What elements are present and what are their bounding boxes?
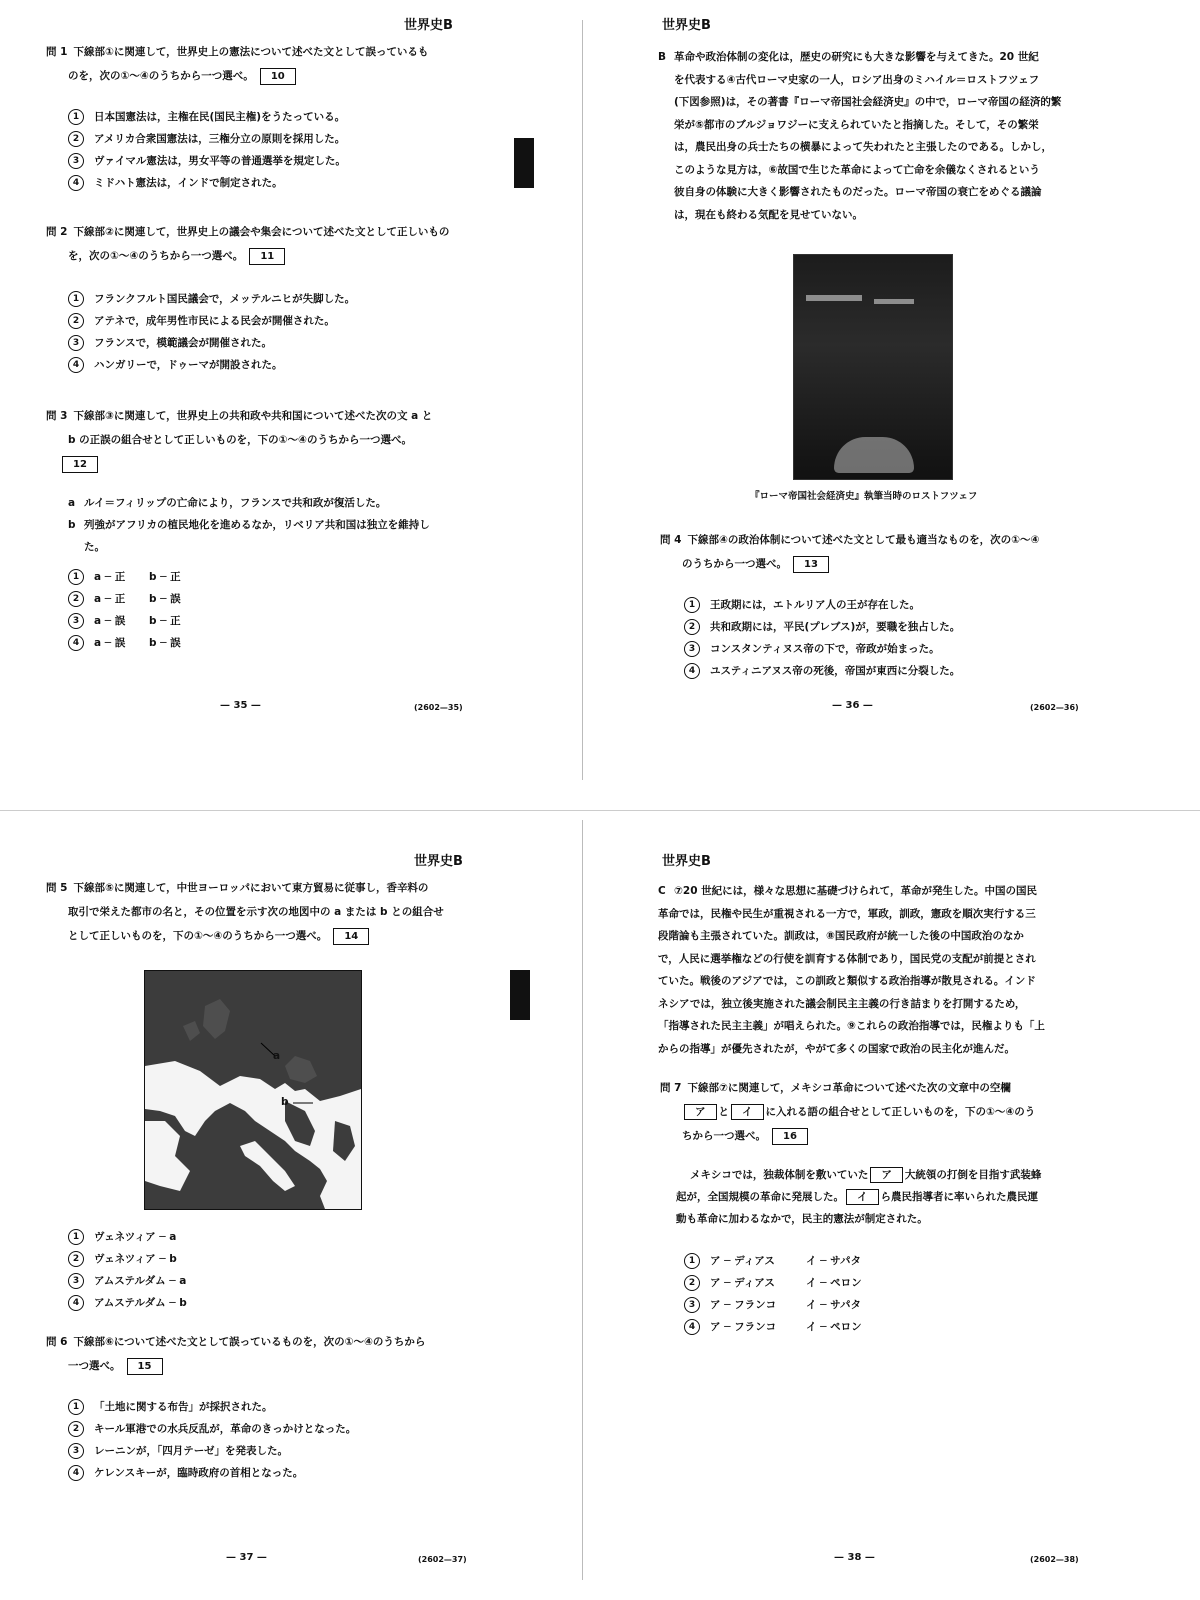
section-label: B [658, 51, 667, 63]
choice-text: フランクフルト国民議会で，メッテルニヒが失脚した。 [94, 293, 356, 305]
passage-text: ⑦20 世紀には，様々な思想に基礎づけられて，革命が発生した。中国の国民 [674, 885, 1037, 897]
choice-number: 4 [68, 1465, 84, 1481]
choice-text: ヴァイマル憲法は，男女平等の普通選挙を規定した。 [94, 155, 346, 167]
passage-line: ていた。戦後のアジアでは，この訓政と類似する政治指導が散見される。インド [658, 975, 1036, 987]
statement-text: 列強がアフリカの植民地化を進めるなか，リベリア共和国は独立を維持し [84, 519, 430, 531]
answer-box: 16 [772, 1128, 808, 1145]
choice-item [68, 172, 346, 194]
choice-text: コンスタンティヌス帝の下で，帝政が始まった。 [710, 643, 940, 655]
choice-item [68, 1248, 187, 1270]
question-text: 下線部⑥について述べた文として誤っているものを，次の①〜④のうちから [73, 1336, 426, 1348]
question-label: 問 6 [46, 1336, 68, 1348]
choice-a: ア ─ フランコ [710, 1299, 777, 1311]
photo-caption: 『ローマ帝国社会経済史』執筆当時のロストフツェフ [750, 491, 978, 502]
q7-text: ら農民指導者に率いられた農民運 [880, 1191, 1038, 1203]
choice-number: 2 [684, 1275, 700, 1291]
choice-item [684, 1316, 862, 1338]
choice-number: 1 [68, 569, 84, 585]
choice-number: 1 [68, 291, 84, 307]
question-label: 問 5 [46, 882, 68, 894]
choice-a: a ─ 誤 [94, 637, 126, 649]
question-label: 問 4 [660, 534, 682, 546]
choice-item [68, 354, 355, 376]
passage-line: このような見方は，⑥故国で生じた革命によって亡命を余儀なくされるという [674, 163, 1040, 176]
statement-a [68, 492, 498, 514]
question-text: のを，次の①〜④のうちから一つ選べ。 [68, 70, 254, 82]
q7-text: 大統領の打倒を目指す武装蜂 [904, 1169, 1042, 1181]
choice-a: ア ─ ディアス [710, 1277, 775, 1289]
choice-text: 王政期には，エトルリア人の王が存在した。 [710, 599, 920, 611]
page-code: (2602—35) [414, 703, 463, 712]
choice-number: 1 [684, 597, 700, 613]
answer-box: 15 [127, 1358, 163, 1375]
choice-item [684, 1294, 862, 1316]
q7-passage-line: 動も革命に加わるなかで，民主的憲法が制定された。 [676, 1213, 928, 1225]
choice-number: 3 [684, 641, 700, 657]
question-1 [46, 40, 516, 88]
blank-box-a: ア [870, 1167, 903, 1183]
question-label: 問 2 [46, 226, 68, 238]
passage-line: からの指導」が優先されたが，やがて多くの国家で政治の民主化が進んだ。 [658, 1042, 1015, 1055]
choice-number: 3 [68, 335, 84, 351]
choice-list-2 [68, 288, 355, 376]
page-header: 世界史B [414, 854, 463, 869]
blank-box-i: イ [846, 1189, 879, 1205]
choice-a: ア ─ ディアス [710, 1255, 775, 1267]
choice-text: アテネで，成年男性市民による民会が開催された。 [94, 315, 335, 327]
choice-item [68, 106, 346, 128]
choice-item [68, 1226, 187, 1248]
choice-list-4 [684, 594, 960, 682]
choice-list-1 [68, 106, 346, 194]
page-number: — 38 — [834, 1552, 875, 1563]
choice-number: 3 [68, 153, 84, 169]
question-text: に入れる語の組合せとして正しいものを，下の①〜④のう [765, 1106, 1036, 1118]
choice-text: ミドハト憲法は，インドで制定された。 [94, 177, 283, 189]
choice-number: 2 [68, 1251, 84, 1267]
choice-number: 1 [684, 1253, 700, 1269]
passage-line [658, 880, 1103, 903]
choice-a: ア ─ フランコ [710, 1321, 777, 1333]
choice-number: 2 [68, 131, 84, 147]
choice-text: ヴェネツィア ─ b [94, 1253, 177, 1265]
choice-number: 2 [684, 619, 700, 635]
answer-box: 14 [333, 928, 369, 945]
answer-box: 12 [62, 456, 98, 473]
question-2 [46, 220, 516, 268]
question-label: 問 7 [660, 1082, 682, 1094]
page-35 [0, 0, 600, 800]
q7-passage-line [690, 1164, 1130, 1186]
choice-number: 3 [68, 613, 84, 629]
question-text: ちから一つ選べ。 [682, 1130, 766, 1142]
choice-i: イ ─ サパタ [806, 1299, 862, 1311]
passage-b [658, 46, 1103, 226]
choice-item [68, 1396, 356, 1418]
choice-item [68, 332, 355, 354]
page-code: (2602—36) [1030, 703, 1079, 712]
choice-text: アムステルダム ─ a [94, 1275, 187, 1287]
choice-b: b ─ 正 [149, 615, 181, 627]
question-text: 下線部⑦に関連して，メキシコ革命について述べた次の文章中の空欄 [687, 1082, 1011, 1094]
map-label-b: b [281, 1096, 289, 1108]
passage-line: (下図参照)は，その著書『ローマ帝国社会経済史』の中で，ローマ帝国の経済的繁 [674, 96, 1062, 108]
page-36 [600, 0, 1200, 800]
statement-list [68, 492, 498, 558]
choice-list-3 [68, 566, 181, 654]
passage-line: 「指導された民主主義」が唱えられた。⑨これらの政治指導では，民権よりも「上 [658, 1020, 1045, 1032]
question-text: 下線部③に関連して，世界史上の共和政や共和国について述べた次の文 a と [73, 410, 433, 422]
q7-text: 起が，全国規模の革命に発展した。 [676, 1191, 844, 1203]
choice-i: イ ─ ペロン [806, 1277, 862, 1289]
choice-text: ユスティニアヌス帝の死後，帝国が東西に分裂した。 [710, 665, 961, 677]
question-text: b の正誤の組合せとして正しいものを，下の①〜④のうちから一つ選べ。 [68, 434, 412, 446]
choice-item [68, 610, 181, 632]
choice-text: ハンガリーで，ドゥーマが開設された。 [94, 359, 283, 371]
choice-a: a ─ 正 [94, 593, 126, 605]
question-text: を，次の①〜④のうちから一つ選べ。 [68, 250, 244, 262]
statement-text: ルイ＝フィリップの亡命により，フランスで共和政が復活した。 [84, 497, 387, 509]
question-text: 下線部④の政治体制について述べた文として最も適当なものを，次の①〜④ [687, 534, 1040, 546]
question-label: 問 1 [46, 46, 68, 58]
question-4 [660, 528, 1140, 576]
choice-b: b ─ 誤 [149, 593, 181, 605]
choice-item [68, 1270, 187, 1292]
choice-text: レーニンが，「四月テーゼ」を発表した。 [94, 1445, 289, 1457]
choice-number: 3 [68, 1273, 84, 1289]
choice-a: a ─ 正 [94, 571, 126, 583]
choice-item [684, 616, 960, 638]
map-label-a: a [273, 1050, 281, 1062]
page-number: — 35 — [220, 700, 261, 711]
choice-item [684, 638, 960, 660]
map-graphic [145, 971, 361, 1209]
choice-number: 1 [68, 1229, 84, 1245]
answer-box: 10 [260, 68, 296, 85]
choice-a: a ─ 誤 [94, 615, 126, 627]
choice-item [68, 288, 355, 310]
question-7 [660, 1076, 1140, 1148]
page-code: (2602—37) [418, 1555, 467, 1564]
choice-item [684, 1250, 862, 1272]
choice-text: 日本国憲法は，主権在民(国民主権)をうたっている。 [94, 111, 346, 123]
question-text: 一つ選べ。 [68, 1360, 121, 1372]
choice-item [68, 566, 181, 588]
choice-number: 4 [68, 635, 84, 651]
europe-map [144, 970, 362, 1210]
choice-text: キール軍港での水兵反乱が，革命のきっかけとなった。 [94, 1423, 357, 1435]
thumb-index-bar [514, 138, 534, 188]
page-header: 世界史B [662, 854, 711, 869]
thumb-index-bar [510, 970, 530, 1020]
choice-list-7 [684, 1250, 862, 1338]
choice-text: アメリカ合衆国憲法は，三権分立の原則を採用した。 [94, 133, 346, 145]
book-spine-highlight [806, 295, 862, 301]
passage-c [658, 880, 1103, 1060]
choice-item [68, 1462, 356, 1484]
hands-highlight [834, 437, 914, 473]
page-header: 世界史B [404, 18, 453, 33]
choice-text: 「土地に関する布告」が採択された。 [94, 1401, 273, 1413]
choice-number: 3 [68, 1443, 84, 1459]
answer-box: 11 [249, 248, 285, 265]
choice-number: 4 [684, 1319, 700, 1335]
choice-item [68, 1418, 356, 1440]
choice-i: イ ─ サパタ [806, 1255, 862, 1267]
choice-item [68, 1292, 187, 1314]
choice-number: 4 [68, 175, 84, 191]
q7-text: メキシコでは，独裁体制を敷いていた [690, 1169, 869, 1181]
choice-item [68, 128, 346, 150]
passage-line: を代表する④古代ローマ史家の一人，ロシア出身のミハイル＝ロストフツェフ [674, 73, 1040, 86]
choice-number: 2 [68, 591, 84, 607]
page-code: (2602—38) [1030, 1555, 1079, 1564]
choice-number: 1 [68, 109, 84, 125]
choice-b: b ─ 正 [149, 571, 181, 583]
question-text: 下線部①に関連して，世界史上の憲法について述べた文として誤っているも [73, 46, 429, 58]
blank-box-i: イ [731, 1104, 764, 1120]
page-38 [600, 800, 1200, 1600]
choice-number: 3 [684, 1297, 700, 1313]
blank-box-a: ア [684, 1104, 717, 1120]
question-text: 下線部②に関連して，世界史上の議会や集会について述べた文として正しいもの [73, 226, 450, 238]
choice-text: フランスで，模範議会が開催された。 [94, 337, 272, 349]
choice-number: 1 [68, 1399, 84, 1415]
q7-passage [676, 1164, 1130, 1230]
choice-list-5 [68, 1226, 187, 1314]
choice-number: 2 [68, 1421, 84, 1437]
choice-text: ヴェネツィア ─ a [94, 1231, 177, 1243]
question-5 [46, 876, 516, 948]
passage-text: 革命や政治体制の変化は，歴史の研究にも大きな影響を与えてきた。20 世紀 [674, 51, 1039, 63]
question-3 [46, 404, 516, 476]
passage-line: は，農民出身の兵士たちの横暴によって失われたと主張したのである。しかし， [674, 141, 1052, 153]
passage-line: ネシアでは，独立後実施された議会制民主主義の行き詰まりを打開するため， [658, 997, 1026, 1010]
q7-passage-line [676, 1186, 1130, 1208]
choice-number: 2 [68, 313, 84, 329]
passage-line: 彼自身の体験に大きく影響されたものだった。ローマ帝国の衰亡をめぐる議論 [674, 186, 1042, 198]
choice-text: アムステルダム ─ b [94, 1297, 187, 1309]
choice-text: 共和政期には，平民(プレブス)が，要職を独占した。 [710, 621, 961, 633]
statement-b [68, 514, 498, 536]
passage-line: 段階論も主張されていた。訓政は，⑧国民政府が統一した後の中国政治のなか [658, 930, 1024, 942]
choice-item [684, 1272, 862, 1294]
passage-line: で，人民に選挙権などの行使を訓育する体制であり，国民党の支配が前提とされ [658, 952, 1036, 965]
page-37 [0, 800, 600, 1600]
choice-item [68, 588, 181, 610]
choice-text: ケレンスキーが，臨時政府の首相となった。 [94, 1467, 304, 1479]
choice-b: b ─ 誤 [149, 637, 181, 649]
choice-number: 4 [68, 357, 84, 373]
choice-item [684, 660, 960, 682]
question-6 [46, 1330, 516, 1378]
question-text: 下線部⑤に関連して，中世ヨーロッパにおいて東方貿易に従事し，香辛料の [73, 882, 429, 894]
answer-box: 13 [793, 556, 829, 573]
passage-line [658, 46, 1103, 69]
passage-line: 栄が⑤都市のブルジョワジーに支えられていたと指摘した。そして，その繁栄 [674, 118, 1039, 131]
section-label: C [658, 885, 666, 897]
choice-item [68, 632, 181, 654]
choice-item [68, 1440, 356, 1462]
choice-number: 4 [684, 663, 700, 679]
book-spine-highlight [874, 299, 914, 304]
choice-i: イ ─ ペロン [806, 1321, 862, 1333]
statement-label: a [68, 497, 76, 509]
statement-b-cont: た。 [84, 541, 105, 553]
choice-item [684, 594, 960, 616]
choice-number: 4 [68, 1295, 84, 1311]
question-label: 問 3 [46, 410, 68, 422]
statement-label: b [68, 519, 76, 531]
passage-line: 革命では，民権や民生が重視される一方で，軍政，訓政，憲政を順次実行する三 [658, 907, 1036, 920]
question-text: のうちから一つ選べ。 [682, 558, 787, 570]
choice-item [68, 310, 355, 332]
choice-item [68, 150, 346, 172]
choice-list-6 [68, 1396, 356, 1484]
passage-line: は，現在も終わる気配を見せていない。 [674, 208, 863, 221]
page-number: — 37 — [226, 1552, 267, 1563]
question-text: 取引で栄えた都市の名と，その位置を示す次の地図中の a または b との組合せ [68, 906, 444, 918]
question-text: と [718, 1106, 729, 1118]
page-number: — 36 — [832, 700, 873, 711]
page-header: 世界史B [662, 18, 711, 33]
portrait-photo [793, 254, 953, 480]
question-text: として正しいものを，下の①〜④のうちから一つ選べ。 [68, 930, 328, 942]
